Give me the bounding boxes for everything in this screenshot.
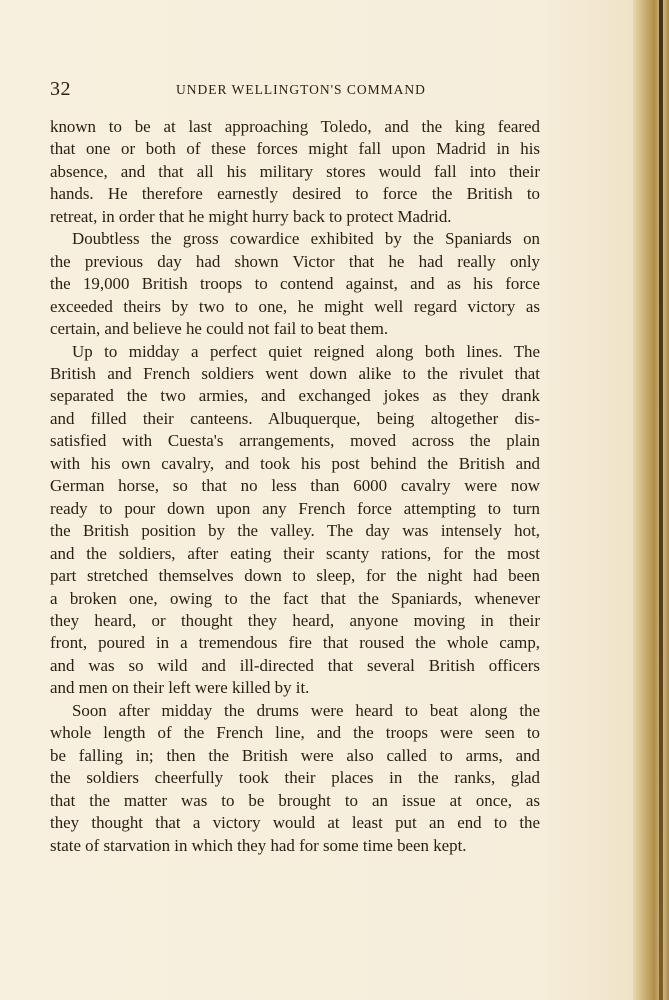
paragraph [50,228,540,340]
text-line: the soldiers cheerfully took their places in the ranks, glad [50,768,540,788]
text-line: they thought that a victory would at least put an end to the [50,813,540,833]
text-line: front, poured in a tremendous fire that roused the whole camp, [50,633,540,653]
text-line: and the soldiers, after eating their scanty rations, for the most [50,543,540,563]
text-line: and was so wild and ill-directed that several British officers [50,655,540,675]
text-line: that the matter was to be brought to an issue at once, as [50,790,540,810]
text-line: absence, and that all his military stores would fall into their [50,161,540,181]
running-head: UNDER WELLINGTON'S COMMAND [176,82,426,97]
text-line: part stretched themselves down to sleep, for the night had been [50,566,540,586]
text-line: ready to pour down upon any French force attempting to turn [50,498,540,518]
text-line: state of starvation in which they had for some time been kept. [50,835,467,855]
paragraph [50,700,540,857]
text-line: British and French soldiers went down alike to the rivulet that [50,363,540,383]
text-line: Doubtless the gross cowardice exhibited by the Spaniards on [72,229,540,249]
text-line: a broken one, owing to the fact that the Spaniards, whenever [50,588,540,608]
text-line: whole length of the French line, and the troops were seen to [50,723,540,743]
text-line: retreat, in order that he might hurry back to protect Madrid. [50,206,452,226]
paragraph [50,116,540,228]
page-number: 32 [50,78,71,100]
text-line: Up to midday a perfect quiet reigned along both lines. The [72,341,540,361]
text-line: that one or both of these forces might fall upon Madrid in his [50,139,540,159]
page-edge-shadow [659,0,663,1000]
page-edge [633,0,669,1000]
text-line: known to be at last approaching Toledo, and the king feared [50,117,540,136]
paragraph [50,341,540,700]
text-line: satisfied with Cuesta's arrangements, moved across the plain [50,431,540,451]
body-text [50,116,540,857]
text-line: and filled their canteens. Albuquerque, being altogether dis- [50,408,540,428]
text-line: certain, and believe he could not fail to beat them. [50,319,389,339]
text-line: German horse, so that no less than 6000 cavalry were now [50,476,540,496]
text-line: exceeded theirs by two to one, he might well regard victory as [50,296,540,316]
text-line: Soon after midday the drums were heard to beat along the [72,700,540,720]
text-line: the previous day had shown Victor that he had really only [50,251,540,271]
text-line: and men on their left were killed by it. [50,678,310,698]
text-line: be falling in; then the British were also called to arms, and [50,745,540,765]
text-line: with his own cavalry, and took his post behind the British and [50,453,540,473]
text-line: the 19,000 British troops to contend against, and as his force [50,274,540,294]
text-line: they heard, or thought they heard, anyone moving in their [50,610,540,630]
text-line: hands. He therefore earnestly desired to force the British to [50,184,540,204]
text-line: the British position by the valley. The day was intensely hot, [50,521,540,541]
page-header [50,78,610,104]
text-line: separated the two armies, and exchanged jokes as they drank [50,386,540,406]
